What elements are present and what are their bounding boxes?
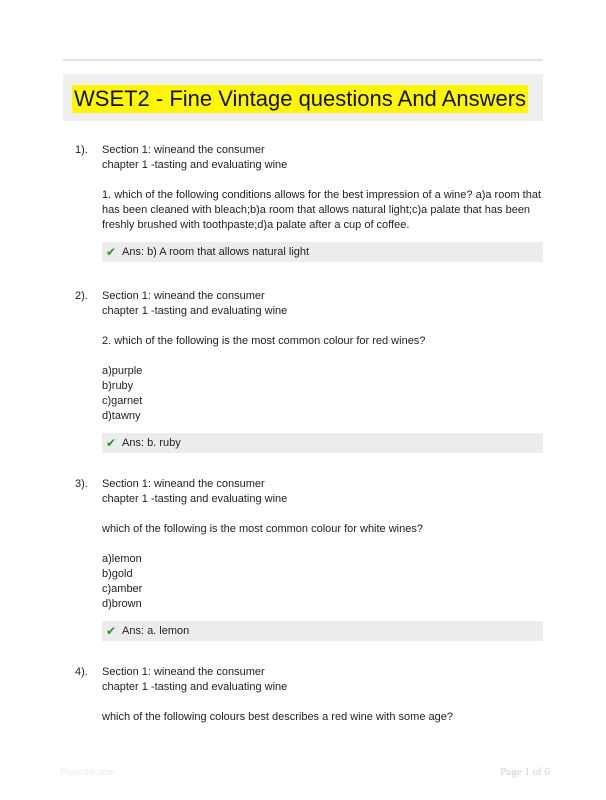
checkmark-icon: ✔ bbox=[106, 245, 117, 259]
option-b: b)gold bbox=[102, 568, 133, 580]
question-text: 2. which of the following is the most common colour for red wines? bbox=[102, 335, 426, 347]
chapter-line: chapter 1 -tasting and evaluating wine bbox=[102, 159, 288, 171]
question-4 bbox=[63, 665, 543, 725]
question-body bbox=[102, 477, 543, 641]
question-text: which of the following colours best describes a red wine with some age? bbox=[102, 711, 453, 723]
section-line: Section 1: wineand the consumer bbox=[102, 144, 265, 156]
answer-box bbox=[102, 433, 543, 453]
option-a: a)lemon bbox=[102, 553, 142, 565]
option-a: a)purple bbox=[102, 365, 143, 377]
answer-box bbox=[102, 242, 543, 262]
chapter-line: chapter 1 -tasting and evaluating wine bbox=[102, 305, 288, 317]
question-text: 1. which of the following conditions allows for the best impression of a wine? a)a room that has been cleaned with bleach;b)a room that allows natural light;c)a palate that has been freshly brushed with toothpaste;d)a palate after a cup of coffee. bbox=[102, 189, 542, 231]
option-c: c)garnet bbox=[102, 395, 143, 407]
chapter-line: chapter 1 -tasting and evaluating wine bbox=[102, 681, 288, 693]
option-c: c)amber bbox=[102, 583, 143, 595]
chapter-line: chapter 1 -tasting and evaluating wine bbox=[102, 493, 288, 505]
question-1 bbox=[63, 143, 543, 289]
checkmark-icon: ✔ bbox=[106, 624, 117, 638]
page-title: WSET2 - Fine Vintage questions And Answers bbox=[74, 86, 527, 111]
question-text: which of the following is the most common colour for white wines? bbox=[102, 523, 423, 535]
section-line: Section 1: wineand the consumer bbox=[102, 290, 265, 302]
question-number: 1). bbox=[75, 144, 88, 156]
question-number: 3). bbox=[75, 478, 88, 490]
question-list bbox=[63, 143, 543, 725]
question-body bbox=[102, 289, 543, 453]
answer-box bbox=[102, 621, 543, 641]
question-3 bbox=[63, 477, 543, 665]
option-d: d)tawny bbox=[102, 410, 141, 422]
question-number: 4). bbox=[75, 666, 88, 678]
answer-text: Ans: b) A room that allows natural light bbox=[122, 246, 310, 258]
checkmark-icon: ✔ bbox=[106, 436, 117, 450]
answer-text: Ans: b. ruby bbox=[122, 437, 181, 449]
page-indicator: Page 1 of 6 bbox=[500, 766, 550, 778]
question-number: 2). bbox=[75, 290, 88, 302]
section-line: Section 1: wineand the consumer bbox=[102, 666, 265, 678]
question-body bbox=[102, 665, 543, 725]
answer-text: Ans: a. lemon bbox=[122, 625, 190, 637]
question-body bbox=[102, 143, 543, 262]
question-2 bbox=[63, 289, 543, 477]
footer-watermark: Papertlio.com bbox=[60, 767, 116, 777]
top-divider bbox=[63, 59, 543, 61]
title-banner bbox=[63, 74, 543, 121]
option-d: d)brown bbox=[102, 598, 142, 610]
option-b: b)ruby bbox=[102, 380, 134, 392]
section-line: Section 1: wineand the consumer bbox=[102, 478, 265, 490]
